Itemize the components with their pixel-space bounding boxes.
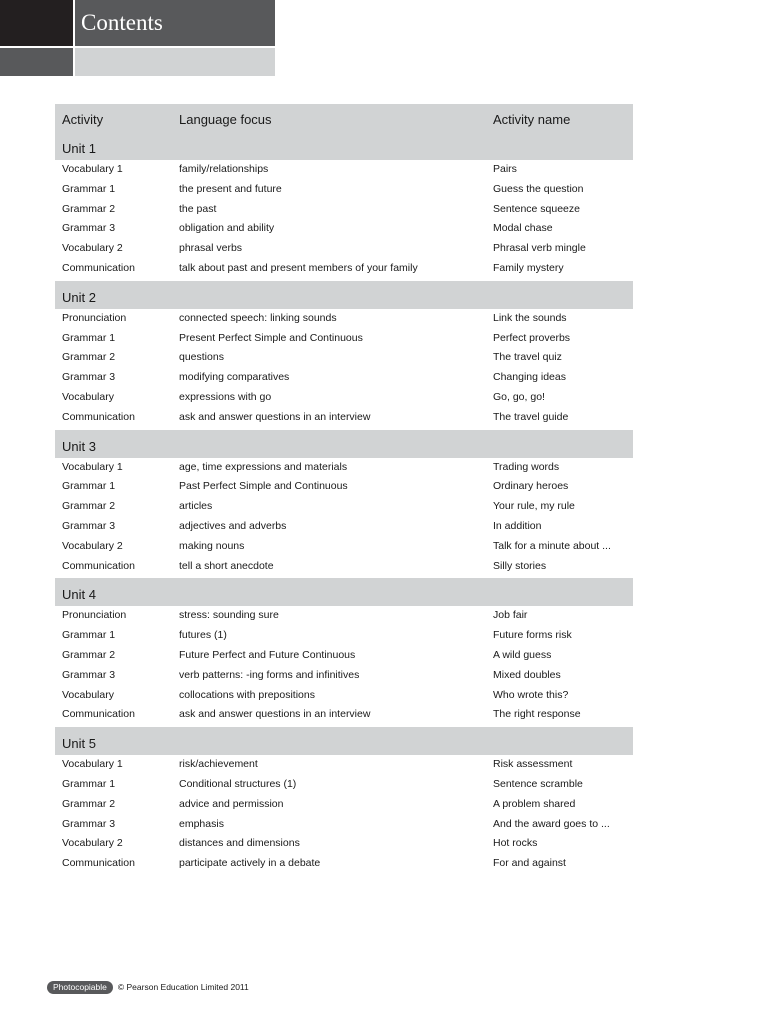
table-row (55, 368, 633, 388)
activity-cell: Grammar 1 (62, 777, 116, 790)
unit-title: Unit 2 (62, 289, 96, 305)
activity-cell: Grammar 2 (62, 797, 116, 810)
language-focus-cell: risk/achievement (179, 758, 258, 771)
unit-title: Unit 4 (62, 587, 96, 603)
activity-cell: Grammar 3 (62, 817, 116, 830)
activity-name-cell: And the award goes to ... (493, 817, 610, 830)
column-header-language-focus: Language focus (179, 112, 272, 127)
table-row (55, 795, 633, 815)
language-focus-cell: participate actively in a debate (179, 857, 321, 870)
language-focus-cell: family/relationships (179, 163, 269, 175)
activity-name-cell: Perfect proverbs (493, 331, 571, 344)
table-row (55, 537, 633, 557)
unit-heading (55, 727, 633, 755)
language-focus-cell: tell a short anecdote (179, 559, 274, 572)
activity-name-cell: The travel quiz (493, 351, 562, 364)
activity-name-cell: Go, go, go! (493, 390, 545, 403)
header-mid-block (0, 48, 73, 76)
language-focus-cell: articles (179, 500, 213, 513)
language-focus-cell: advice and permission (179, 797, 284, 810)
table-row (55, 646, 633, 666)
activity-name-cell: Pairs (493, 163, 517, 175)
language-focus-cell: making nouns (179, 539, 245, 552)
language-focus-cell: connected speech: linking sounds (179, 311, 337, 324)
activity-name-cell: Future forms risk (493, 629, 572, 642)
table-row (55, 557, 633, 577)
activity-name-cell: Job fair (493, 609, 528, 622)
language-focus-cell: stress: sounding sure (179, 609, 279, 622)
unit-heading (55, 281, 633, 309)
activity-name-cell: Sentence squeeze (493, 202, 580, 215)
page-title: Contents (75, 0, 275, 46)
activity-name-cell: Trading words (493, 460, 560, 473)
column-header-activity-name: Activity name (493, 112, 571, 127)
activity-name-cell: The right response (493, 708, 581, 721)
activity-cell: Grammar 2 (62, 500, 116, 513)
language-focus-cell: emphasis (179, 817, 224, 830)
activity-cell: Grammar 2 (62, 351, 116, 364)
activity-name-cell: Family mystery (493, 261, 564, 274)
language-focus-cell: obligation and ability (179, 222, 275, 235)
language-focus-cell: modifying comparatives (179, 371, 290, 384)
activity-cell: Grammar 1 (62, 331, 116, 344)
language-focus-cell: the present and future (179, 182, 282, 195)
table-row (55, 348, 633, 368)
language-focus-cell: Future Perfect and Future Continuous (179, 648, 356, 661)
table-row (55, 259, 633, 279)
unit-section (55, 132, 633, 281)
activity-cell: Communication (62, 857, 135, 870)
language-focus-cell: ask and answer questions in an interview (179, 410, 371, 423)
activity-name-cell: Ordinary heroes (493, 480, 569, 493)
activity-cell: Grammar 3 (62, 222, 116, 235)
activity-name-cell: Guess the question (493, 182, 584, 195)
table-row (55, 686, 633, 706)
language-focus-cell: Conditional structures (1) (179, 777, 297, 790)
table-row (55, 200, 633, 220)
unit-section (55, 578, 633, 727)
activity-name-cell: Phrasal verb mingle (493, 242, 586, 255)
activity-cell: Vocabulary 1 (62, 460, 123, 473)
header-light-block (75, 48, 275, 76)
table-row (55, 497, 633, 517)
column-header-activity: Activity (62, 112, 104, 127)
contents-table (55, 104, 633, 874)
activity-name-cell: Sentence scramble (493, 777, 583, 790)
table-row (55, 219, 633, 239)
unit-title: Unit 1 (62, 141, 96, 156)
copyright-text: © Pearson Education Limited 2011 (117, 982, 249, 992)
activity-name-cell: Changing ideas (493, 371, 566, 384)
activity-name-cell: Risk assessment (493, 758, 573, 771)
table-row (55, 705, 633, 725)
activity-cell: Communication (62, 261, 135, 274)
language-focus-cell: age, time expressions and materials (179, 460, 348, 473)
language-focus-cell: futures (1) (179, 629, 227, 642)
photocopiable-badge: Photocopiable (47, 981, 113, 994)
language-focus-cell: Present Perfect Simple and Continuous (179, 331, 363, 344)
units-list (55, 132, 633, 874)
activity-cell: Vocabulary 1 (62, 758, 123, 771)
language-focus-cell: talk about past and present members of your family (179, 261, 418, 274)
language-focus-cell: the past (179, 202, 217, 215)
unit-section (55, 430, 633, 579)
table-row (55, 815, 633, 835)
language-focus-cell: expressions with go (179, 390, 272, 403)
table-row (55, 775, 633, 795)
language-focus-cell: adjectives and adverbs (179, 519, 287, 532)
activity-cell: Grammar 2 (62, 648, 116, 661)
table-row (55, 834, 633, 854)
activity-cell: Pronunciation (62, 311, 127, 324)
activity-cell: Pronunciation (62, 609, 127, 622)
table-row (55, 606, 633, 626)
table-row (55, 160, 633, 180)
language-focus-cell: verb patterns: -ing forms and infinitives (179, 668, 360, 681)
activity-name-cell: Who wrote this? (493, 688, 569, 701)
table-header (55, 104, 633, 132)
unit-section (55, 727, 633, 874)
activity-name-cell: Mixed doubles (493, 668, 561, 681)
table-row (55, 408, 633, 428)
activity-name-cell: Modal chase (493, 222, 553, 235)
language-focus-cell: collocations with prepositions (179, 688, 315, 701)
activity-name-cell: Hot rocks (493, 837, 538, 850)
activity-cell: Vocabulary 2 (62, 539, 123, 552)
activity-name-cell: The travel guide (493, 410, 569, 423)
activity-name-cell: Talk for a minute about ... (493, 539, 611, 552)
activity-cell: Grammar 3 (62, 371, 116, 384)
activity-cell: Vocabulary (62, 390, 114, 403)
activity-cell: Grammar 1 (62, 480, 116, 493)
activity-cell: Grammar 3 (62, 668, 116, 681)
footer (47, 980, 249, 994)
language-focus-cell: ask and answer questions in an interview (179, 708, 371, 721)
activity-cell: Grammar 3 (62, 519, 116, 532)
activity-cell: Vocabulary 2 (62, 242, 123, 255)
activity-name-cell: For and against (493, 857, 566, 870)
header-dark-block (0, 0, 73, 46)
table-row (55, 666, 633, 686)
activity-cell: Vocabulary 1 (62, 163, 123, 175)
unit-heading (55, 578, 633, 606)
activity-cell: Communication (62, 559, 135, 572)
activity-cell: Vocabulary (62, 688, 114, 701)
language-focus-cell: Past Perfect Simple and Continuous (179, 480, 348, 493)
unit-heading (55, 430, 633, 458)
table-row (55, 309, 633, 329)
activity-cell: Grammar 2 (62, 202, 116, 215)
language-focus-cell: phrasal verbs (179, 242, 243, 255)
table-row (55, 329, 633, 349)
activity-name-cell: Your rule, my rule (493, 500, 575, 513)
table-row (55, 755, 633, 775)
table-row (55, 458, 633, 478)
unit-title: Unit 5 (62, 736, 96, 752)
activity-name-cell: A problem shared (493, 797, 576, 810)
language-focus-cell: questions (179, 351, 224, 364)
activity-name-cell: Silly stories (493, 559, 547, 572)
activity-cell: Grammar 1 (62, 629, 116, 642)
table-row (55, 239, 633, 259)
language-focus-cell: distances and dimensions (179, 837, 300, 850)
table-row (55, 388, 633, 408)
activity-name-cell: In addition (493, 519, 542, 532)
unit-section (55, 281, 633, 430)
activity-cell: Vocabulary 2 (62, 837, 123, 850)
activity-cell: Communication (62, 708, 135, 721)
activity-name-cell: Link the sounds (493, 311, 567, 324)
activity-cell: Grammar 1 (62, 182, 116, 195)
table-row (55, 517, 633, 537)
activity-cell: Communication (62, 410, 135, 423)
table-row (55, 626, 633, 646)
unit-heading (55, 132, 633, 160)
activity-name-cell: A wild guess (493, 648, 552, 661)
table-row (55, 477, 633, 497)
unit-title: Unit 3 (62, 438, 96, 454)
table-row (55, 854, 633, 874)
table-row (55, 180, 633, 200)
